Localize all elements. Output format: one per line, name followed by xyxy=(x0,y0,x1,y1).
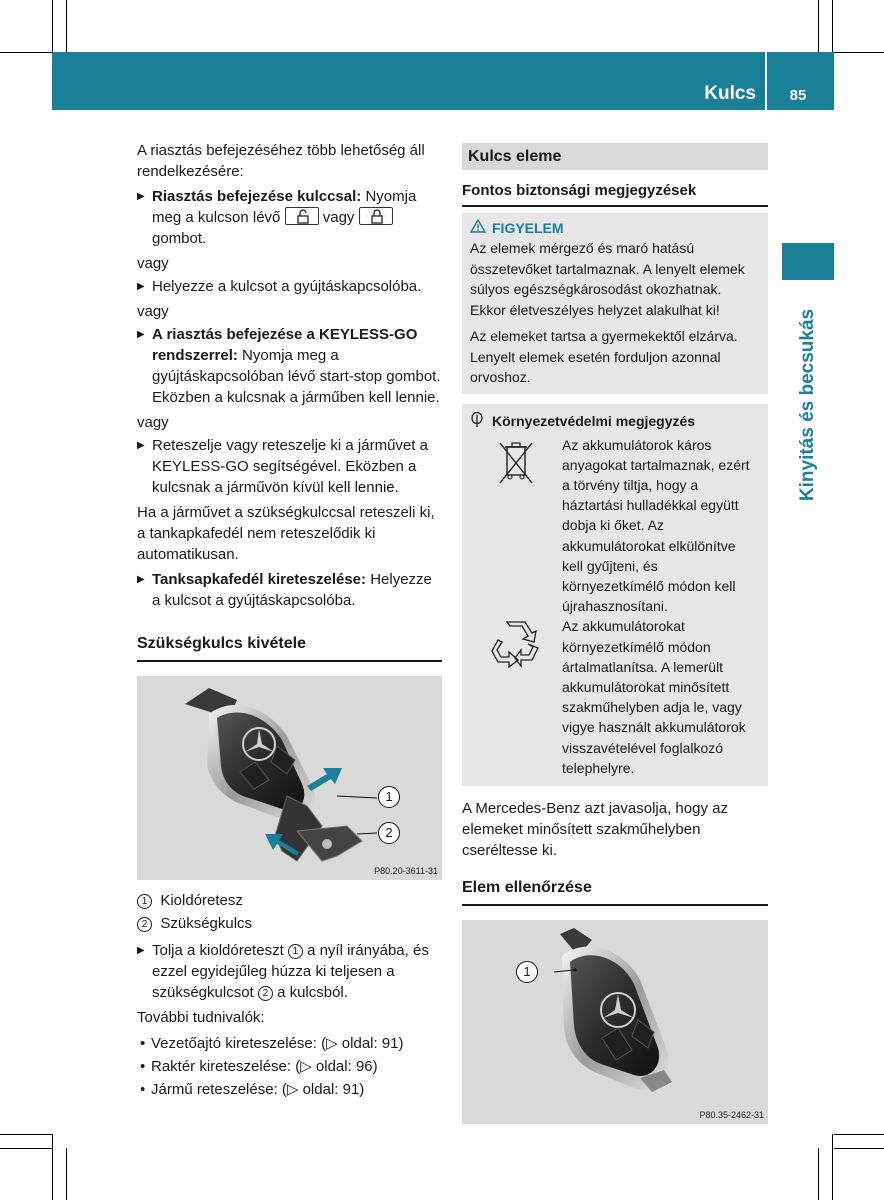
instruction-text: gombot. xyxy=(152,230,207,247)
crop-mark xyxy=(0,52,52,53)
legend-item xyxy=(137,913,442,934)
reference-link[interactable]: • Jármű reteszelése: (▷ oldal: 91) xyxy=(137,1078,442,1101)
environment-note-title-text: Környezetvédelmi megjegyzés xyxy=(492,413,696,429)
emergency-key-figure xyxy=(137,676,442,880)
crop-mark xyxy=(52,1134,53,1200)
number-badge: 1 xyxy=(137,894,152,909)
instruction-bold: Riasztás befejezése kulccsal: xyxy=(152,188,362,205)
crop-mark xyxy=(818,1148,819,1200)
recycle-icon xyxy=(470,616,562,778)
legend-label: Szükségkulcs xyxy=(160,915,253,932)
or-text: vagy xyxy=(137,255,169,272)
chapter-tab-marker xyxy=(782,243,834,280)
environment-note-row xyxy=(470,435,760,617)
body-paragraph: A Mercedes-Benz azt javasolja, hogy az elemeket minősített szakműhelyben cseréltesse ki. xyxy=(462,799,728,859)
section-heading: Kulcs eleme xyxy=(462,143,768,170)
warning-title xyxy=(470,219,760,236)
figure-code: P80.35-2462-31 xyxy=(699,1109,764,1120)
unlock-key-icon xyxy=(285,207,319,225)
crop-mark xyxy=(832,0,833,52)
instruction-text: Tolja a kioldóreteszt xyxy=(152,942,284,959)
warning-text: Az elemek mérgező és maró hatású összetevőket tartalmaznak. A lenyelt elemek súlyos egészségkárosodást okozhatnak. Ekkor életveszélyes helyzet alakulhat ki! xyxy=(470,240,745,318)
intro-text: A riasztás befejezéséhez több lehetőség áll rendelkezésére: xyxy=(137,142,425,180)
section-title: Kulcs xyxy=(704,83,756,104)
crop-mark xyxy=(66,1148,67,1200)
warning-box xyxy=(462,213,768,394)
chapter-tab xyxy=(770,285,846,525)
instruction-text: vagy xyxy=(322,209,355,226)
key-removal-illustration xyxy=(137,676,442,880)
key-battery-illustration xyxy=(462,920,768,1124)
crop-mark xyxy=(0,1148,52,1149)
chapter-tab-label: Kinyitás és becsukás xyxy=(797,308,818,502)
warning-title-text: FIGYELEM xyxy=(492,219,564,236)
environment-note-text: Az akkumulátorokat környezetkímélő módon ártalmatlanítsa. A lemerült akkumulátorokat minősített szakműhelyben adja le, vagy vigye használt akkumulátorok visszavételével foglalkozó telephelyre. xyxy=(562,618,746,776)
reference-link[interactable]: • Raktér kireteszelése: (▷ oldal: 96) xyxy=(137,1055,442,1078)
callout-1: 1 xyxy=(378,786,400,808)
warning-icon xyxy=(470,219,486,236)
legend-label: Kioldóretesz xyxy=(160,892,243,909)
crop-mark xyxy=(818,0,819,52)
legend-item xyxy=(137,890,442,911)
crop-mark xyxy=(834,1148,884,1149)
callout-1: 1 xyxy=(516,961,538,983)
crop-mark xyxy=(832,1134,833,1200)
number-badge: 2 xyxy=(258,986,273,1001)
instruction-item xyxy=(137,940,442,1003)
instruction-text: Helyezze a kulcsot a gyújtáskapcsolóba. xyxy=(152,571,432,609)
instruction-item xyxy=(137,324,442,408)
instruction-item: ▶ Helyezze a kulcsot a gyújtáskapcsolóba. xyxy=(137,276,442,297)
header-separator xyxy=(765,52,767,110)
or-text: vagy xyxy=(137,303,169,320)
crop-mark xyxy=(834,52,884,53)
instruction-text: a nyíl irányába, és ezzel egyidejűleg húzza ki teljesen a szükségkulcsot xyxy=(152,942,429,1001)
warning-text: Az elemeket tartsa a gyermekektől elzárva. Lenyelt elemek esetén forduljon azonnal orvoshoz. xyxy=(470,328,738,385)
crop-mark xyxy=(0,1134,52,1135)
section-heading: Elem ellenőrzése xyxy=(462,879,768,906)
or-text: vagy xyxy=(137,414,169,431)
instruction-bold: A riasztás befejezése a KEYLESS-GO rendszerrel: xyxy=(152,326,418,364)
instruction-text: a kulcsból. xyxy=(277,984,348,1001)
instruction-bold: Tanksapkafedél kireteszelése: xyxy=(152,571,367,588)
environment-note-row xyxy=(470,616,760,778)
callout-2: 2 xyxy=(378,822,400,844)
battery-check-figure xyxy=(462,920,768,1124)
environment-note-text: Az akkumulátorok káros anyagokat tartalmaznak, ezért a törvény tiltja, hogy a háztartási hulladékkal együtt dobja ki őket. Az akkumulátorokat elkülönítve kell gyűjteni, és környezetkímélő módon kell újrahasznosítani. xyxy=(562,436,750,615)
more-info-label: További tudnivalók: xyxy=(137,1009,265,1026)
lock-key-icon xyxy=(359,207,393,225)
section-heading: Szükségkulcs kivétele xyxy=(137,635,442,662)
number-badge: 2 xyxy=(137,917,152,932)
instruction-item: ▶ Reteszelje vagy reteszelje ki a járművet a KEYLESS-GO segítségével. Eközben a kulcsnak a járművön kívül kell lennie. xyxy=(137,435,442,498)
number-badge: 1 xyxy=(288,944,303,959)
instruction-item xyxy=(137,186,442,249)
crop-mark xyxy=(52,0,53,52)
instruction-item xyxy=(137,569,442,611)
left-column xyxy=(137,140,442,1101)
crossed-bin-icon xyxy=(470,435,562,617)
crop-mark xyxy=(834,1134,884,1135)
reference-link[interactable]: • Vezetőajtó kireteszelése: (▷ oldal: 91) xyxy=(137,1032,442,1055)
instruction-text: Nyomja meg a gyújtáskapcsolóban lévő start-stop gombot. Eközben a kulcsnak a járműben kell lennie. xyxy=(152,347,441,406)
leaf-icon xyxy=(470,412,484,431)
subsection-heading: Fontos biztonsági megjegyzések xyxy=(462,170,768,207)
instruction-text: Nyomja meg a kulcson lévő xyxy=(152,188,417,226)
figure-code: P80.20-3611-31 xyxy=(374,866,438,876)
environment-note-title xyxy=(470,412,760,431)
environment-note-box xyxy=(462,404,768,786)
crop-mark xyxy=(66,0,67,52)
right-column xyxy=(462,143,768,1134)
body-paragraph: Ha a járművet a szükségkulccsal reteszeli ki, a tankapkafedél nem reteszelődik ki automatikusan. xyxy=(137,504,435,563)
page-number: 85 xyxy=(789,87,807,104)
